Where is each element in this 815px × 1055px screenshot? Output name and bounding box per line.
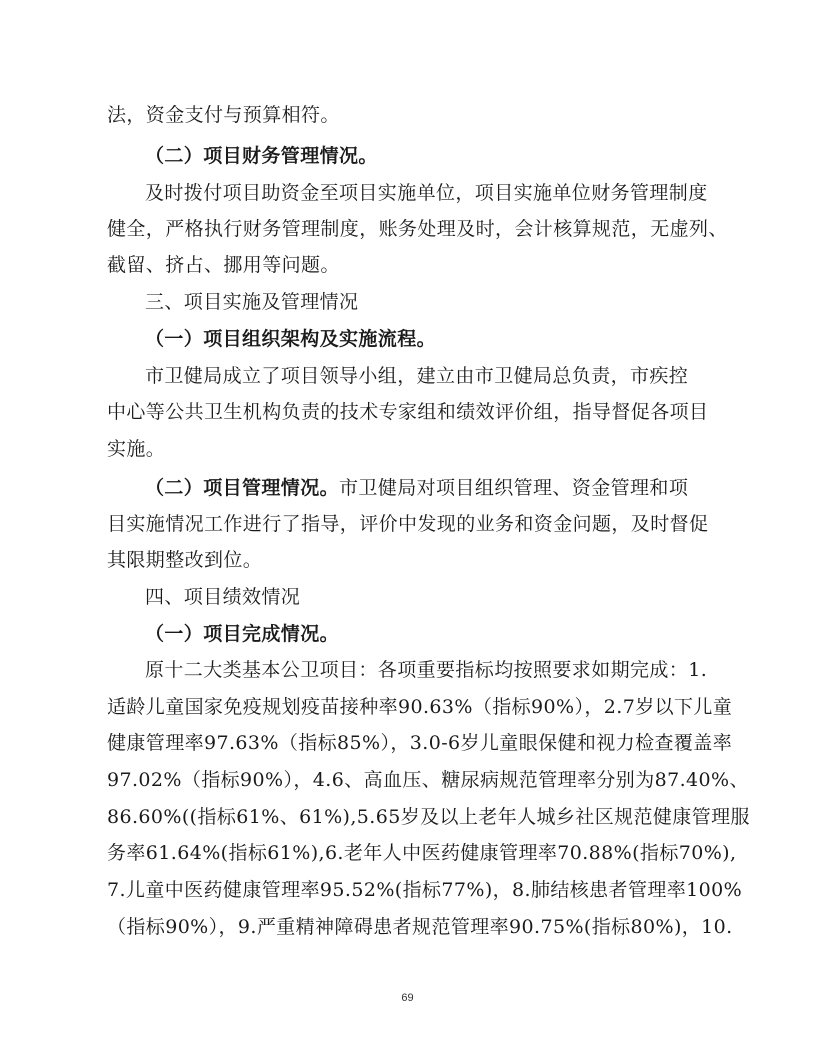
inline-heading: （二）项目管理情况。	[145, 477, 340, 499]
paragraph-line: 及时拨付项目助资金至项目实施单位，项目实施单位财务管理制度	[145, 182, 708, 204]
paragraph-line: 原十二大类基本公卫项目：各项重要指标均按照要求如期完成：1.	[145, 659, 708, 681]
paragraph-line	[145, 475, 745, 501]
paragraph-line: 实施。	[107, 438, 166, 460]
page-number: 69	[401, 992, 414, 1004]
section-heading: （二）项目财务管理情况。	[145, 145, 378, 167]
paragraph-line: （指标90%），9.严重精神障碍患者规范管理率90.75%(指标80%)，10.	[107, 916, 733, 938]
chapter-heading: 三、项目实施及管理情况	[145, 291, 359, 313]
section-heading: （一）项目完成情况。	[145, 623, 340, 645]
paragraph-line: 7.儿童中医药健康管理率95.52%(指标77%)，8.肺结核患者管理率100%	[107, 879, 743, 901]
paragraph-line: 86.60%((指标61%、61%),5.65岁及以上老年人城乡社区规范健康管理服	[107, 806, 750, 828]
paragraph-text: 市卫健局对项目组织管理、资金管理和项	[339, 477, 689, 499]
paragraph-line: 97.02%（指标90%），4.6、高血压、糖尿病规范管理率分别为87.40%、	[107, 769, 749, 791]
paragraph-line: 市卫健局成立了项目领导小组，建立由市卫健局总负责，市疾控	[145, 365, 689, 387]
paragraph-line: 中心等公共卫生机构负责的技术专家组和绩效评价组，指导督促各项目	[107, 401, 709, 423]
section-heading: （一）项目组织架构及实施流程。	[145, 328, 437, 350]
paragraph-line: 适龄儿童国家免疫规划疫苗接种率90.63%（指标90%），2.7岁以下儿童	[107, 696, 733, 718]
paragraph-line: 务率61.64%(指标61%),6.老年人中医药健康管理率70.88%(指标70%),	[107, 842, 737, 864]
paragraph-line: 法，资金支付与预算相符。	[107, 104, 340, 126]
paragraph-line: 截留、挤占、挪用等问题。	[107, 254, 340, 276]
paragraph-line: 健康管理率97.63%（指标85%），3.0-6岁儿童眼保健和视力检查覆盖率	[107, 732, 733, 754]
paragraph-line: 健全，严格执行财务管理制度，账务处理及时，会计核算规范，无虚列、	[107, 218, 728, 240]
chapter-heading: 四、项目绩效情况	[145, 586, 301, 608]
paragraph-line: 目实施情况工作进行了指导，评价中发现的业务和资金问题，及时督促	[107, 513, 709, 535]
paragraph-line: 其限期整改到位。	[107, 549, 263, 571]
